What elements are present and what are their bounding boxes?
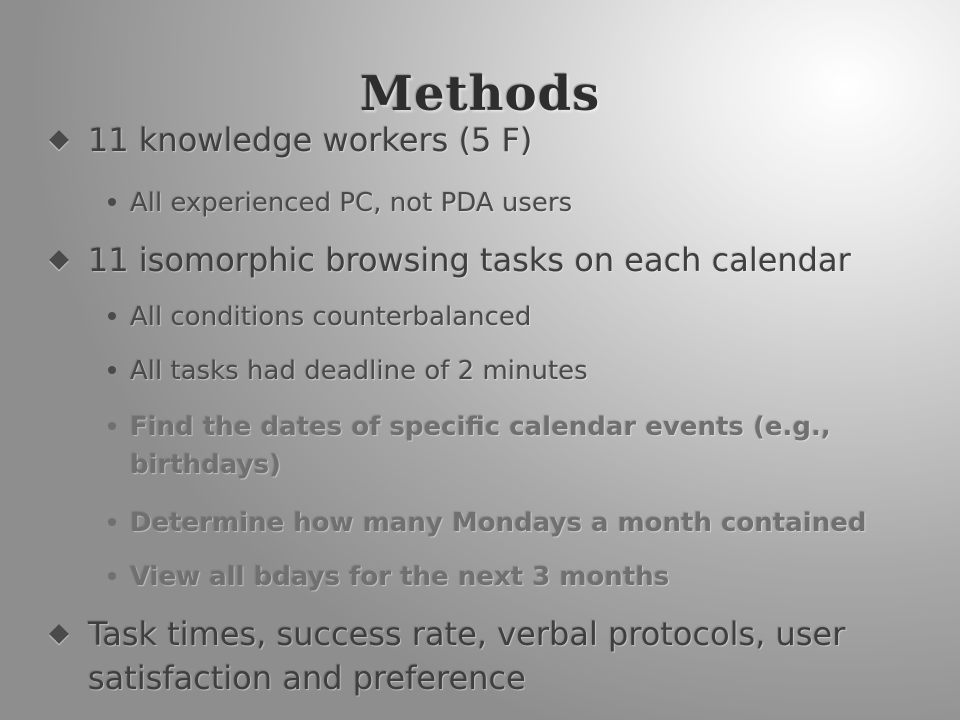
bullet-item xyxy=(88,612,908,700)
bullet-text: 11 knowledge workers (5 F) xyxy=(88,121,533,159)
sub-bullet-item xyxy=(130,352,588,390)
bullet-item xyxy=(88,238,851,282)
dot-bullet-icon xyxy=(108,312,116,320)
diamond-bullet-icon xyxy=(49,624,69,644)
sub-bullet-item xyxy=(130,184,572,222)
sub-bullet-item xyxy=(130,504,866,542)
sub-bullet-item xyxy=(130,408,870,484)
slide-title: Methods xyxy=(359,66,601,122)
sub-bullet-text: All tasks had deadline of 2 minutes xyxy=(130,356,588,386)
dot-bullet-icon xyxy=(108,572,116,580)
diamond-bullet-icon xyxy=(49,250,69,270)
diamond-bullet-icon xyxy=(49,130,69,150)
bullet-item xyxy=(88,118,532,162)
bullet-text: 11 isomorphic browsing tasks on each calendar xyxy=(88,241,851,279)
sub-bullet-item xyxy=(130,298,531,336)
sub-bullet-text: All experienced PC, not PDA users xyxy=(130,188,573,218)
dot-bullet-icon xyxy=(108,198,116,206)
dot-bullet-icon xyxy=(108,366,116,374)
dot-bullet-icon xyxy=(108,518,116,526)
sub-bullet-text: All conditions counterbalanced xyxy=(130,302,532,332)
sub-bullet-item xyxy=(130,558,669,596)
dot-bullet-icon xyxy=(108,422,116,430)
sub-bullet-text: Find the dates of specific calendar events (e.g., birthdays) xyxy=(130,412,831,480)
bullet-text: Task times, success rate, verbal protocols, user satisfaction and preference xyxy=(88,615,846,697)
sub-bullet-text: View all bdays for the next 3 months xyxy=(130,562,670,592)
sub-bullet-text: Determine how many Mondays a month contained xyxy=(130,508,867,538)
